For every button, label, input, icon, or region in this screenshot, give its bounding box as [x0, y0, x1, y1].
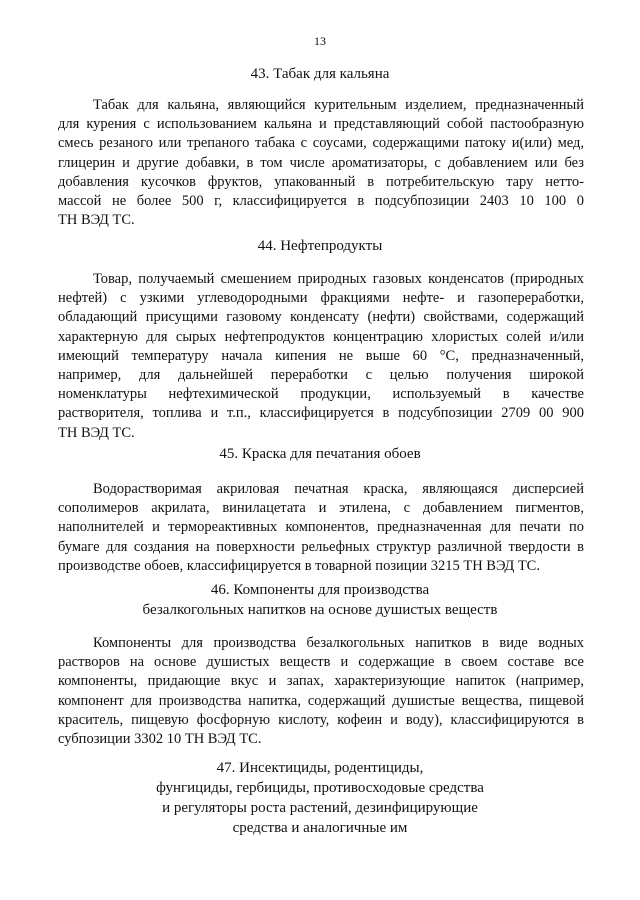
- heading-line: 46. Компоненты для производства: [210, 582, 430, 598]
- heading-line: средства и аналогичные им: [232, 820, 408, 836]
- paragraph-line: производстве обоев, классифицируется в товарной позиции 3215 ТН ВЭД ТС.: [58, 557, 540, 574]
- paragraph-line: субпозиции 3302 10 ТН ВЭД ТС.: [58, 731, 262, 748]
- section-heading: [60, 758, 580, 838]
- heading-line: 43. Табак для кальяна: [250, 66, 390, 82]
- paragraph-line: Товар, получаемый смешением природных газовых конденсатов (природных: [93, 271, 584, 287]
- paragraph-line: имеющий температуру начала кипения не выше 60 °С, предназначенный,: [58, 347, 584, 364]
- paragraph-line: для курения с использованием кальяна и представляющий собой пастообразную: [58, 116, 584, 133]
- paragraph-line: растворителя, топлива и т.п., классифицируется в подсубпозиции 2709 00 900: [58, 405, 584, 422]
- paragraph-line: Табак для кальяна, являющийся курительным изделием, предназначенный: [93, 97, 584, 113]
- paragraph-line: компонент для производства напитка, содержащий душистые вещества, пищевой: [58, 692, 584, 709]
- paragraph-line: ТН ВЭД ТС.: [58, 212, 135, 229]
- paragraph-line: ТН ВЭД ТС.: [58, 424, 135, 441]
- section-heading: [60, 236, 580, 256]
- paragraph-line: характерную для сырых нефтепродуктов концентрацию хлористых солей и/или: [58, 328, 584, 345]
- paragraph-line: глицерин и другие добавки, в том числе ароматизаторы, с добавлением или без: [58, 154, 584, 171]
- heading-line: безалкогольных напитков на основе душистых веществ: [142, 602, 498, 618]
- paragraph-line: Компоненты для производства безалкогольных напитков в виде водных: [93, 635, 584, 651]
- paragraph-line: смесь резаного или трепаного табака с соусами, содержащими патоку и(или) мед,: [58, 135, 584, 152]
- paragraph-line: растворов на основе душистых веществ и содержащие в своем составе все: [58, 654, 584, 671]
- paragraph-line: добавления кусочков фруктов, упакованный в потребительскую тару нетто-: [58, 173, 584, 190]
- heading-line: 45. Краска для печатания обоев: [219, 446, 421, 462]
- paragraph-line: обладающий присущими газовому конденсату (нефти) свойствами, содержащий: [58, 309, 584, 326]
- section-heading: [60, 64, 580, 84]
- page-number: 13: [314, 34, 326, 48]
- paragraph-line: например, для дальнейшей переработки с целью получения широкой: [58, 367, 584, 384]
- heading-line: фунгициды, гербициды, противосходовые средства: [156, 780, 484, 796]
- section-paragraph: [58, 480, 584, 576]
- section-heading: [60, 444, 580, 464]
- heading-line: и регуляторы роста растений, дезинфицирующие: [162, 800, 478, 816]
- paragraph-line: массой не более 500 г, классифицируется в подсубпозиции 2403 10 100 0: [58, 193, 584, 210]
- section-paragraph: [58, 270, 584, 443]
- paragraph-line: номенклатуры нефтехимической продукции, используемый в качестве: [58, 386, 584, 403]
- section-heading: [60, 580, 580, 620]
- heading-line: 47. Инсектициды, родентициды,: [216, 760, 424, 776]
- paragraph-line: наполнителей и термореактивных компонентов, предназначенная для печати по: [58, 519, 584, 536]
- paragraph-line: бумаге для создания на поверхности рельефных структур различной твердости в: [58, 538, 584, 555]
- section-paragraph: [58, 96, 584, 230]
- paragraph-line: сополимеров акрилата, винилацетата и этилена, с добавлением пигментов,: [58, 500, 584, 517]
- paragraph-line: компоненты, придающие вкус и запах, характеризующие напиток (например,: [58, 673, 584, 690]
- paragraph-line: нефтей) с узкими углеводородными фракциями нефте- и газопереработки,: [58, 290, 584, 307]
- paragraph-line: краситель, пищевую фосфорную кислоту, кофеин и воду), классифицируются в: [58, 711, 584, 728]
- section-paragraph: [58, 634, 584, 749]
- heading-line: 44. Нефтепродукты: [257, 238, 383, 254]
- paragraph-line: Водорастворимая акриловая печатная краска, являющаяся дисперсией: [93, 481, 584, 497]
